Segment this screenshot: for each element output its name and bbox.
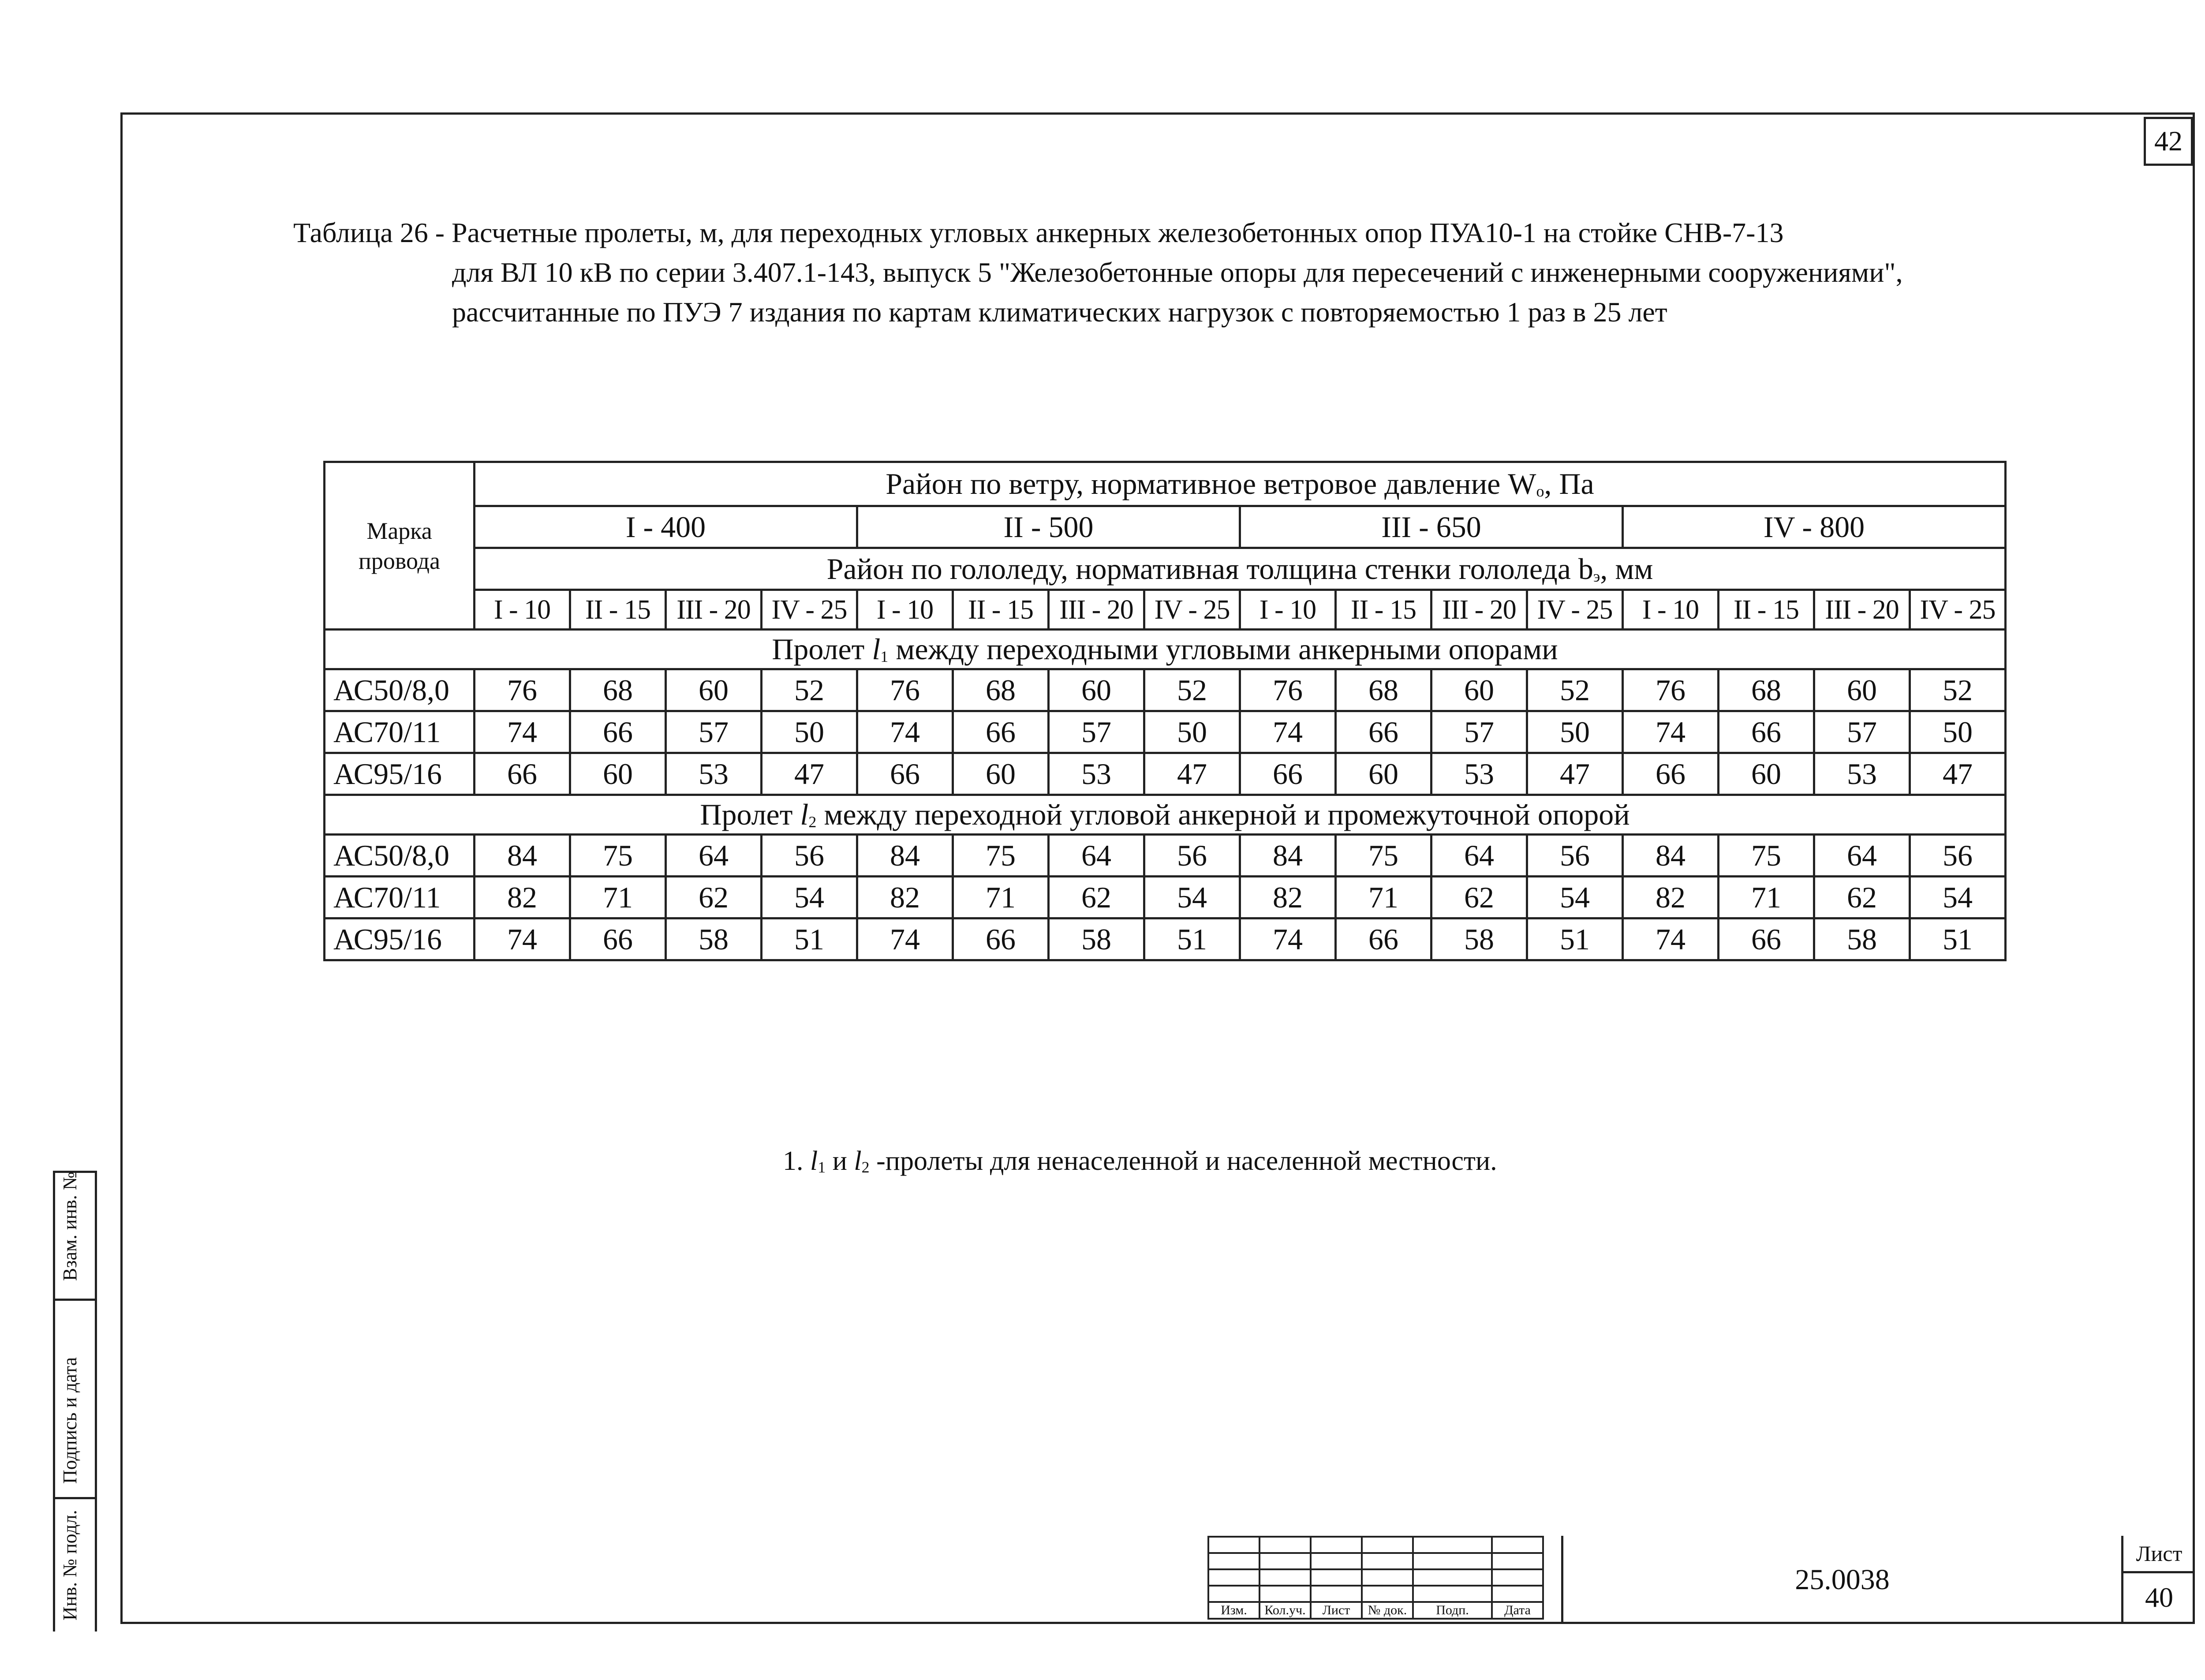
span-value: 50 [1910,711,2006,753]
span-value: 71 [1719,877,1814,918]
span-value: 66 [475,753,570,795]
stamp-label-inv-no: Инв. № подл. [59,1510,81,1620]
span-value: 62 [666,877,762,918]
span-value: 74 [1623,711,1719,753]
span-value: 66 [1623,753,1719,795]
ice-zone-11: III - 20 [1431,590,1527,630]
document-code: 25.0038 [1561,1536,2121,1624]
footnote: 1. $l_1$ и $l_2$ -пролеты для ненаселенной и населенной местности. [783,1146,1497,1176]
span-value: 56 [762,835,857,877]
ice-header: Район по гололеду, нормативная толщина стенки гололеда $b_э$, мм [475,548,2006,590]
revision-header-4: № док. [1362,1602,1413,1619]
span-value: 68 [1719,669,1814,711]
span-value: 74 [1623,918,1719,960]
span-value: 66 [570,711,666,753]
span-value: 51 [762,918,857,960]
table-row [325,877,2006,918]
span-value: 53 [1431,753,1527,795]
span-value: 64 [1814,835,1910,877]
table-row [325,753,2006,795]
span-value: 76 [1623,669,1719,711]
wind-zone-4: IV - 800 [1623,506,2006,548]
wire-mark: АС50/8,0 [325,669,475,711]
title-line-2: для ВЛ 10 кВ по серии 3.407.1-143, выпуск 5 "Железобетонные опоры для пересечений с инженерными сооружениями", [452,257,1903,288]
span-value: 58 [1431,918,1527,960]
title-line-1: Таблица 26 - Расчетные пролеты, м, для переходных угловых анкерных железобетонных опор ПУА10-1 на стойке СНВ-7-13 [293,217,1784,248]
span-value: 51 [1144,918,1240,960]
table-row [325,835,2006,877]
span-value: 66 [570,918,666,960]
span-value: 62 [1814,877,1910,918]
span-value: 47 [1910,753,2006,795]
span-value: 60 [1336,753,1431,795]
span-value: 58 [1049,918,1144,960]
span-value: 84 [1240,835,1336,877]
span-value: 75 [953,835,1049,877]
stamp-label-sign-date: Подпись и дата [59,1357,81,1484]
span-value: 82 [1240,877,1336,918]
span-value: 50 [1527,711,1623,753]
span-value: 50 [1144,711,1240,753]
span-value: 57 [1049,711,1144,753]
span-value: 62 [1431,877,1527,918]
revision-header-5: Подп. [1413,1602,1492,1619]
ice-zone-4: IV - 25 [762,590,857,630]
span-value: 60 [1814,669,1910,711]
wire-mark: АС95/16 [325,918,475,960]
table-row [325,669,2006,711]
span-value: 66 [1336,918,1431,960]
span-value: 66 [1336,711,1431,753]
span-value: 51 [1527,918,1623,960]
wind-zone-1: I - 400 [475,506,857,548]
span-value: 57 [1431,711,1527,753]
span-value: 56 [1144,835,1240,877]
span-value: 47 [1144,753,1240,795]
span-value: 60 [1049,669,1144,711]
section-1-header: Пролет $l_1$ между переходными угловыми анкерными опорами [325,630,2006,669]
span-value: 66 [953,918,1049,960]
wire-mark: АС70/11 [325,877,475,918]
span-value: 54 [762,877,857,918]
span-value: 74 [475,711,570,753]
span-value: 47 [762,753,857,795]
span-value: 53 [1049,753,1144,795]
span-value: 82 [857,877,953,918]
span-value: 53 [666,753,762,795]
sheet-number: 40 [2145,1582,2173,1613]
span-value: 71 [1336,877,1431,918]
span-value: 64 [666,835,762,877]
wind-zone-3: III - 650 [1240,506,1623,548]
revision-header-2: Кол.уч. [1259,1602,1311,1619]
span-value: 54 [1527,877,1623,918]
span-value: 84 [475,835,570,877]
span-value: 74 [1240,711,1336,753]
span-value: 54 [1144,877,1240,918]
stamp-label-replace: Взам. инв. № [59,1172,81,1281]
span-value: 84 [1623,835,1719,877]
span-value: 74 [857,918,953,960]
span-value: 60 [570,753,666,795]
span-value: 66 [1719,711,1814,753]
revision-header-1: Изм. [1208,1602,1259,1619]
span-value: 76 [475,669,570,711]
span-value: 71 [953,877,1049,918]
span-value: 71 [570,877,666,918]
span-value: 74 [857,711,953,753]
span-value: 74 [475,918,570,960]
span-value: 84 [857,835,953,877]
span-value: 57 [666,711,762,753]
span-value: 66 [1240,753,1336,795]
ice-zone-8: IV - 25 [1144,590,1240,630]
table-row [325,711,2006,753]
span-value: 50 [762,711,857,753]
span-value: 53 [1814,753,1910,795]
span-value: 51 [1910,918,2006,960]
sheet-box [2121,1536,2195,1624]
span-value: 52 [1144,669,1240,711]
wire-mark: АС50/8,0 [325,835,475,877]
wire-mark: АС95/16 [325,753,475,795]
span-value: 64 [1049,835,1144,877]
ice-zone-15: III - 20 [1814,590,1910,630]
wire-mark: АС70/11 [325,711,475,753]
span-value: 68 [953,669,1049,711]
span-value: 56 [1527,835,1623,877]
ice-zone-13: I - 10 [1623,590,1719,630]
span-value: 52 [762,669,857,711]
ice-zone-14: II - 15 [1719,590,1814,630]
span-value: 82 [1623,877,1719,918]
span-value: 75 [1719,835,1814,877]
span-value: 75 [570,835,666,877]
sheet-label: Лист [2123,1536,2195,1573]
span-value: 52 [1910,669,2006,711]
wind-zone-2: II - 500 [857,506,1240,548]
title-line-3: рассчитанные по ПУЭ 7 издания по картам климатических нагрузок с повторяемостью 1 раз в 25 лет [452,296,1667,328]
ice-zone-7: III - 20 [1049,590,1144,630]
span-value: 68 [570,669,666,711]
side-stamp [53,1171,97,1631]
span-value: 57 [1814,711,1910,753]
span-value: 56 [1910,835,2006,877]
spans-table [323,461,2007,961]
span-value: 76 [857,669,953,711]
ice-zone-9: I - 10 [1240,590,1336,630]
span-value: 60 [953,753,1049,795]
span-value: 76 [1240,669,1336,711]
table-row [325,918,2006,960]
mark-header: Марка провода [325,462,475,630]
ice-zone-2: II - 15 [570,590,666,630]
span-value: 60 [666,669,762,711]
span-value: 82 [475,877,570,918]
span-value: 52 [1527,669,1623,711]
ice-zone-1: I - 10 [475,590,570,630]
span-value: 54 [1910,877,2006,918]
span-value: 75 [1336,835,1431,877]
span-value: 66 [1719,918,1814,960]
span-value: 64 [1431,835,1527,877]
ice-zone-16: IV - 25 [1910,590,2006,630]
page-top-number: 42 [2144,117,2193,166]
span-value: 47 [1527,753,1623,795]
ice-zone-6: II - 15 [953,590,1049,630]
ice-zone-10: II - 15 [1336,590,1431,630]
span-value: 68 [1336,669,1431,711]
span-value: 58 [666,918,762,960]
span-value: 66 [857,753,953,795]
span-value: 60 [1719,753,1814,795]
span-value: 74 [1240,918,1336,960]
ice-zone-5: I - 10 [857,590,953,630]
revision-header-3: Лист [1311,1602,1362,1619]
revision-header-6: Дата [1492,1602,1543,1619]
ice-zone-12: IV - 25 [1527,590,1623,630]
section-2-header: Пролет $l_2$ между переходной угловой анкерной и промежуточной опорой [325,795,2006,835]
span-value: 58 [1814,918,1910,960]
wind-header: Район по ветру, нормативное ветровое давление $W_о$, Па [475,462,2006,506]
span-value: 60 [1431,669,1527,711]
table-title [293,213,2145,332]
span-value: 66 [953,711,1049,753]
span-value: 62 [1049,877,1144,918]
ice-zone-3: III - 20 [666,590,762,630]
revision-grid [1207,1536,1544,1620]
